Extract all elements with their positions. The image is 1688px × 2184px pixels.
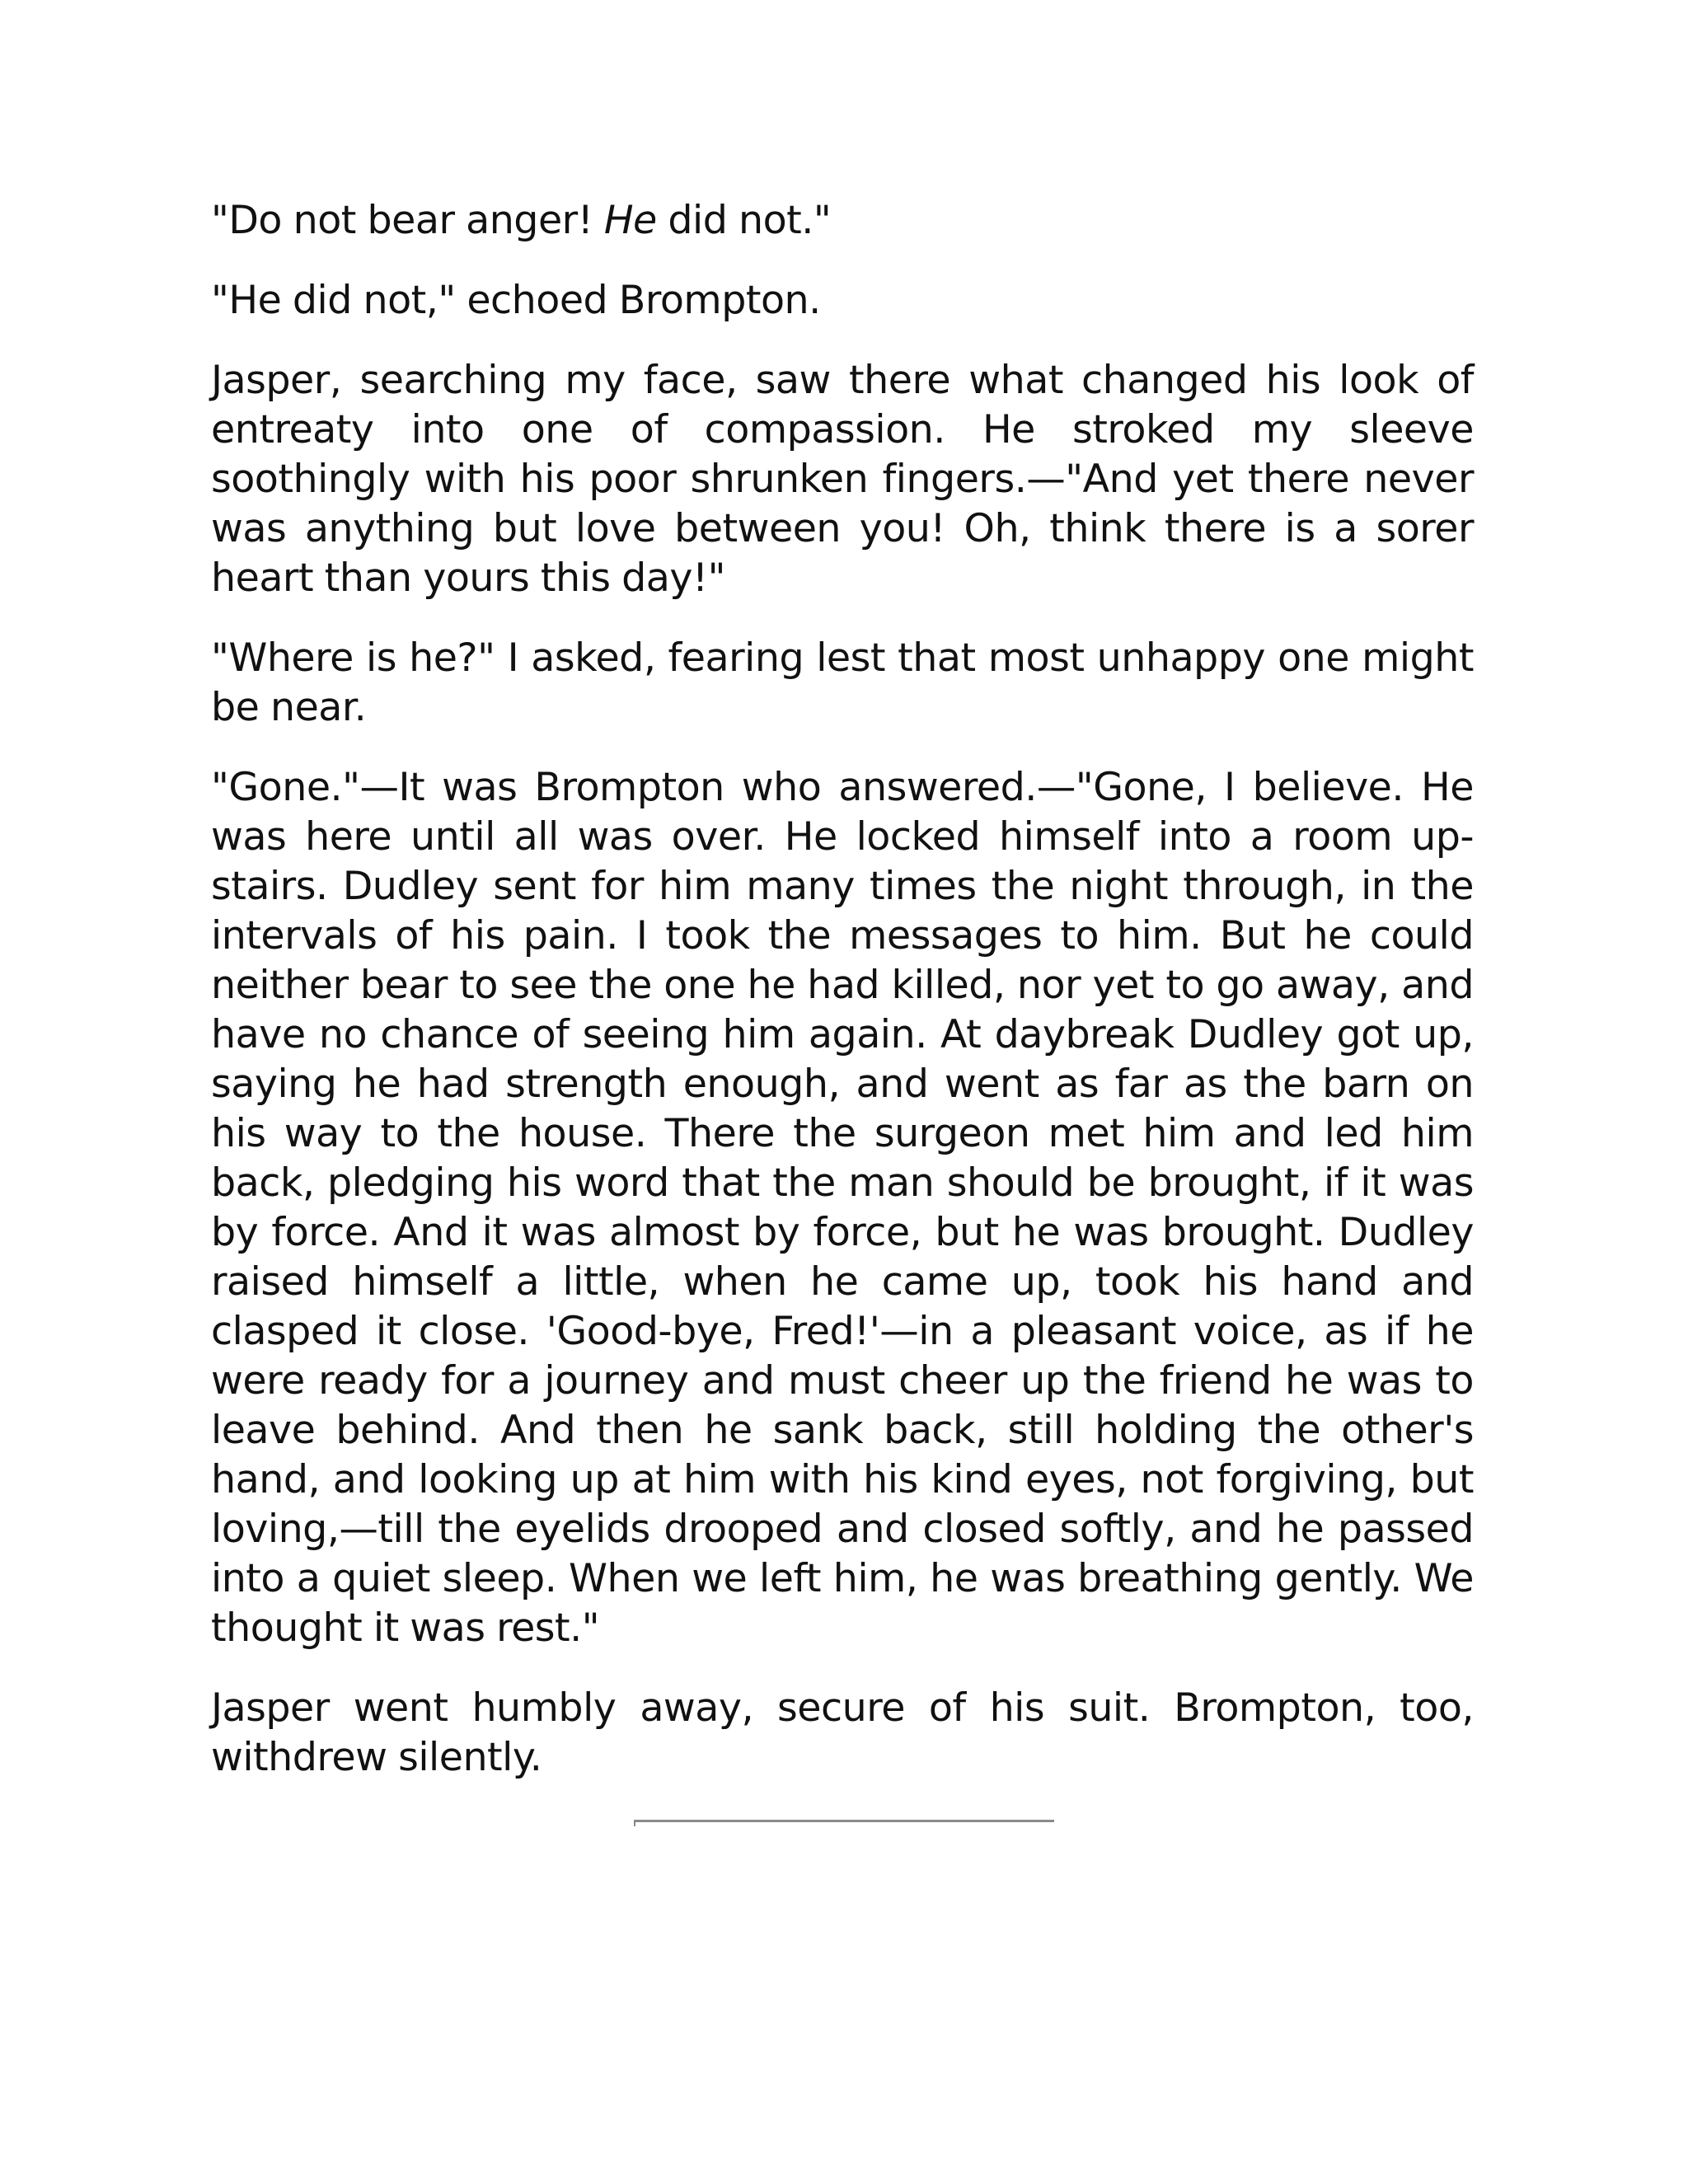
section-divider bbox=[634, 1820, 1054, 1826]
page-body bbox=[211, 196, 1474, 1813]
paragraph-6: Jasper went humbly away, secure of his suit. Brompton, too, withdrew silently. bbox=[211, 1685, 1474, 1780]
paragraph-4: "Where is he?" I asked, fearing lest that most unhappy one might be near. bbox=[211, 635, 1474, 730]
paragraph-1-before: "Do not bear anger! bbox=[211, 198, 604, 243]
paragraph-2: "He did not," echoed Brompton. bbox=[211, 278, 821, 323]
paragraph-3: Jasper, searching my face, saw there what changed his look of entreaty into one of compassion. He stroked my sleeve soothingly with his poor shrunken fingers.—"And yet there never was anything but love between you! Oh, think there is a sorer heart than yours this day!" bbox=[211, 358, 1474, 601]
paragraph-5: "Gone."—It was Brompton who answered.—"Gone, I believe. He was here until all was over. He locked himself into a room up-stairs. Dudley sent for him many times the night through, in the intervals of his pain. I took the messages to him. But he could neither bear to see the one he had killed, nor yet to go away, and have no chance of seeing him again. At daybreak Dudley got up, saying he had strength enough, and went as far as the barn on his way to the house. There the surgeon met him and led him back, pledging his word that the man should be brought, if it was by force. And it was almost by force, but he was brought. Dudley raised himself a little, when he came up, took his hand and clasped it close. 'Good-bye, Fred!'—in a pleasant voice, as if he were ready for a journey and must cheer up the friend he was to leave behind. And then he sank back, still holding the other's hand, and looking up at him with his kind eyes, not forgiving, but loving,—till the eyelids drooped and closed softly, and he passed into a quiet sleep. When we left him, he was breathing gently. We thought it was rest." bbox=[211, 765, 1474, 1651]
paragraph-1 bbox=[211, 196, 1474, 246]
paragraph-1-emphasis: He bbox=[603, 198, 657, 243]
paragraph-1-after: did not." bbox=[656, 198, 832, 243]
